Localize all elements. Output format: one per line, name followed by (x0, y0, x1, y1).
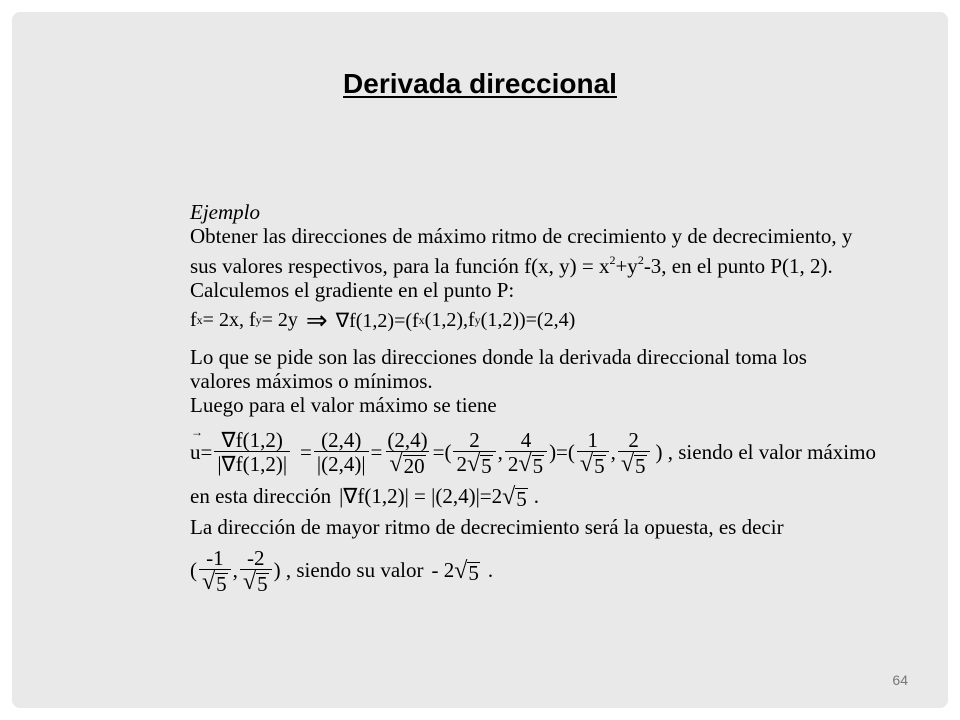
period: . (533, 484, 540, 508)
slide (12, 12, 948, 708)
denominator: |(2,4)| (314, 451, 369, 476)
fraction-2-over-root5 (618, 429, 650, 476)
slide-title: Derivada direccional (343, 68, 617, 99)
explanation-line-2: valores máximos o mínimos. (190, 369, 433, 393)
sqrt-icon: √ (620, 451, 634, 477)
subscript: x (196, 313, 203, 327)
denominator (618, 451, 650, 476)
radicand: 5 (594, 454, 605, 478)
text-span: sus valores respectivos, para la función f(x, y) = x (190, 254, 610, 278)
subscript: y (474, 313, 481, 327)
text-span: (1,2))=(2,4) (480, 309, 576, 331)
fraction-2-4 (314, 429, 369, 476)
partials-line (190, 305, 930, 335)
denominator (199, 569, 231, 594)
numerator: 1 (587, 428, 598, 452)
implies-arrow-icon: ⇒ (305, 305, 328, 335)
numerator: 4 (520, 428, 532, 452)
coefficient: - 2 (431, 558, 455, 582)
coefficient: 2 (507, 452, 519, 476)
fraction-2-over-2root5 (453, 429, 495, 476)
text-span: = 2x, f (202, 309, 256, 331)
exponent: 2 (637, 253, 644, 267)
exponent: 2 (609, 253, 616, 267)
radicand: 5 (635, 454, 646, 478)
coefficient: 2 (456, 452, 467, 476)
statement-line-1: Obtener las direcciones de máximo ritmo de crecimiento y de decrecimiento, y (190, 224, 853, 248)
text-span: ∇f(1,2)=(f (335, 310, 419, 332)
equals-sign: = (200, 440, 213, 464)
text-span: ) , siendo el valor máximo (655, 440, 876, 464)
sqrt-icon: √ (518, 451, 532, 477)
radicand: 5 (516, 486, 527, 511)
equals-sign: = (370, 440, 383, 464)
radicand: 5 (468, 560, 479, 585)
text-span: (1,2),f (424, 309, 475, 331)
numerator: -2 (247, 546, 265, 570)
opposite-direction-line: La dirección de mayor ritmo de decrecimiento será la opuesta, es decir (190, 515, 784, 539)
sqrt-expression (454, 559, 480, 583)
denominator (577, 451, 609, 476)
fraction-2-4-root20 (384, 429, 430, 476)
sqrt-icon: √ (202, 569, 216, 595)
sqrt-icon: √ (466, 451, 481, 477)
subscript: y (255, 313, 262, 327)
denominator (453, 451, 495, 476)
fraction-neg2-over-root5 (240, 547, 272, 594)
sqrt-icon: √ (242, 569, 257, 595)
fraction-1-over-root5 (577, 429, 609, 476)
denominator (240, 569, 272, 594)
example-content (190, 190, 930, 594)
numerator: ∇f(1,2) (221, 428, 283, 452)
numerator: 2 (469, 428, 480, 452)
min-direction-equation (190, 547, 930, 594)
denominator: |∇f(1,2)| (214, 451, 290, 476)
text-span: en esta dirección (190, 484, 332, 508)
explanation-line-3: Luego para el valor máximo se tiene (190, 393, 497, 417)
radicand: 5 (481, 454, 492, 478)
radicand: 20 (403, 454, 425, 478)
radicand: 5 (532, 454, 544, 478)
sqrt-icon: √ (502, 483, 516, 510)
radicand: 5 (257, 572, 268, 596)
text-span: f (190, 309, 197, 331)
sqrt-icon: √ (579, 451, 594, 477)
page-number: 64 (892, 672, 908, 688)
denominator (505, 451, 547, 476)
statement-line-2 (190, 248, 930, 278)
text-span: ) , siendo su valor (273, 558, 424, 582)
numerator: 2 (628, 428, 639, 452)
text-span: = 2y (261, 309, 298, 331)
sqrt-icon: √ (454, 557, 468, 584)
open-paren: ( (190, 558, 197, 582)
vector-u: → u (190, 440, 201, 465)
sqrt-icon: √ (389, 451, 403, 477)
fraction-neg1-over-root5 (199, 547, 231, 594)
comma: , (232, 558, 238, 582)
radicand: 5 (216, 572, 227, 596)
unit-vector-equation (190, 429, 930, 476)
close-paren: )=( (549, 440, 575, 464)
numerator: (2,4) (387, 428, 428, 452)
numerator: -1 (206, 546, 224, 570)
numerator: (2,4) (321, 428, 362, 452)
fraction-gradient (214, 429, 290, 476)
open-paren: =( (432, 440, 452, 464)
text-span: +y (615, 254, 638, 278)
fraction-4-over-2root5 (505, 429, 547, 476)
max-value-line (190, 484, 930, 509)
subscript: x (418, 313, 425, 327)
example-heading: Ejemplo (190, 200, 260, 224)
explanation-line-1: Lo que se pide son las direcciones donde la derivada direccional toma los (190, 345, 807, 369)
comma: , (497, 440, 503, 464)
statement-line-3: Calculemos el gradiente en el punto P: (190, 278, 515, 302)
comma: , (610, 440, 616, 464)
period: . (487, 558, 494, 582)
text-span: -3, en el punto P(1, 2). (643, 254, 833, 278)
equals-sign: = (300, 440, 312, 464)
sqrt-expression (502, 485, 528, 509)
text-span: |∇f(1,2)| = |(2,4)|=2 (339, 484, 503, 508)
denominator (386, 451, 428, 476)
